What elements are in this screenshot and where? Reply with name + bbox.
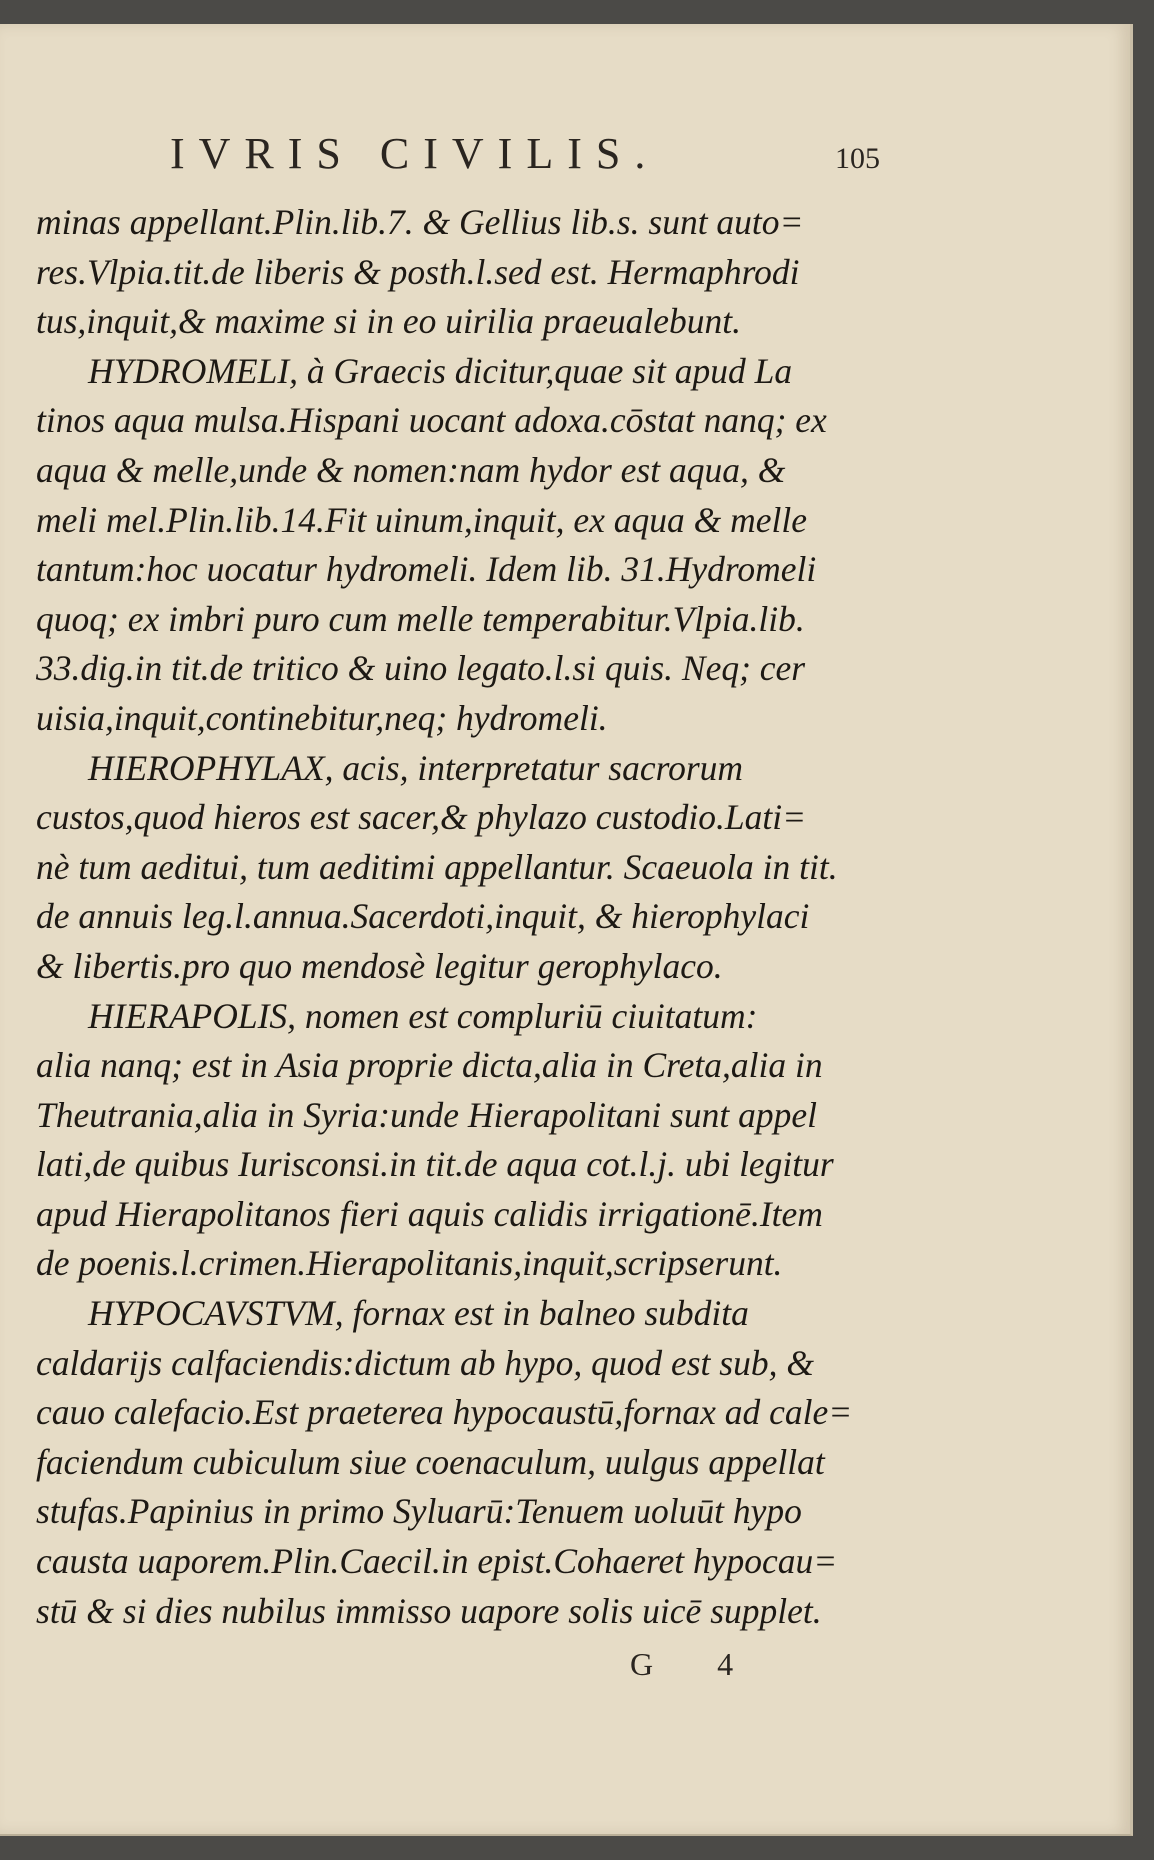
text-line: apud Hierapolitanos fieri aquis calidis irrigationē.Item [36, 1193, 823, 1234]
page-number: 105 [835, 142, 880, 175]
entry-heading-line: HYDROMELI, à Graecis dicitur,quae sit apud La [88, 350, 793, 391]
text-line: & libertis.pro quo mendosè legitur gerophylaco. [36, 945, 723, 986]
text-line: alia nanq; est in Asia proprie dicta,alia in Creta,alia in [36, 1045, 823, 1086]
text-line: quoq; ex imbri puro cum melle temperabitur.Vlpia.lib. [36, 598, 805, 639]
text-line: stufas.Papinius in primo Syluarū:Tenuem uoluūt hypo [36, 1491, 802, 1532]
text-line: uisia,inquit,continebitur,neq; hydromeli. [36, 697, 608, 738]
text-line: 33.dig.in tit.de tritico & uino legato.l.si quis. Neq; cer [36, 648, 806, 689]
running-head: IVRIS CIVILIS. [170, 129, 660, 178]
entry-heading-line: HIERAPOLIS, nomen est compluriū ciuitatum: [88, 995, 758, 1036]
text-line: tinos aqua mulsa.Hispani uocant adoxa.cōstat nanq; ex [36, 400, 827, 441]
book-page [0, 24, 1133, 1836]
text-line: meli mel.Plin.lib.14.Fit uinum,inquit, ex aqua & melle [36, 499, 808, 540]
text-line: tantum:hoc uocatur hydromeli. Idem lib. 31.Hydromeli [36, 549, 817, 590]
entry-heading-line: HIEROPHYLAX, acis, interpretatur sacrorum [88, 747, 744, 788]
text-line: caldarijs calfaciendis:dictum ab hypo, quod est sub, & [36, 1342, 814, 1383]
text-line: faciendum cubiculum siue coenaculum, uulgus appellat [36, 1441, 825, 1482]
text-line: aqua & melle,unde & nomen:nam hydor est aqua, & [36, 449, 786, 490]
text-line: tus,inquit,& maxime si in eo uirilia praeualebunt. [36, 301, 742, 342]
body-text [36, 198, 866, 1636]
text-line: stū & si dies nubilus immisso uapore solis uicē supplet. [36, 1590, 822, 1631]
text-line: Theutrania,alia in Syria:unde Hierapolitani sunt appel [36, 1094, 817, 1135]
page-header [170, 128, 880, 188]
text-line: causta uaporem.Plin.Caecil.in epist.Cohaeret hypocau= [36, 1541, 838, 1582]
text-line: minas appellant.Plin.lib.7. & Gellius lib.s. sunt auto= [36, 202, 804, 242]
text-line: custos,quod hieros est sacer,& phylazo custodio.Lati= [36, 797, 807, 838]
entry-heading-line: HYPOCAVSTVM, fornax est in balneo subdita [88, 1293, 749, 1334]
text-line: de annuis leg.l.annua.Sacerdoti,inquit, & hierophylaci [36, 896, 810, 937]
text-line: res.Vlpia.tit.de liberis & posth.l.sed est. Hermaphrodi [36, 251, 800, 292]
signature-mark: G 4 [630, 1646, 762, 1682]
text-line: de poenis.l.crimen.Hierapolitanis,inquit,scripserunt. [36, 1243, 783, 1284]
text-line: nè tum aeditui, tum aeditimi appellantur. Scaeuola in tit. [36, 846, 838, 887]
text-line: cauo calefacio.Est praeterea hypocaustū,fornax ad cale= [36, 1392, 853, 1433]
text-line: lati,de quibus Iurisconsi.in tit.de aqua cot.l.j. ubi legitur [36, 1144, 834, 1185]
